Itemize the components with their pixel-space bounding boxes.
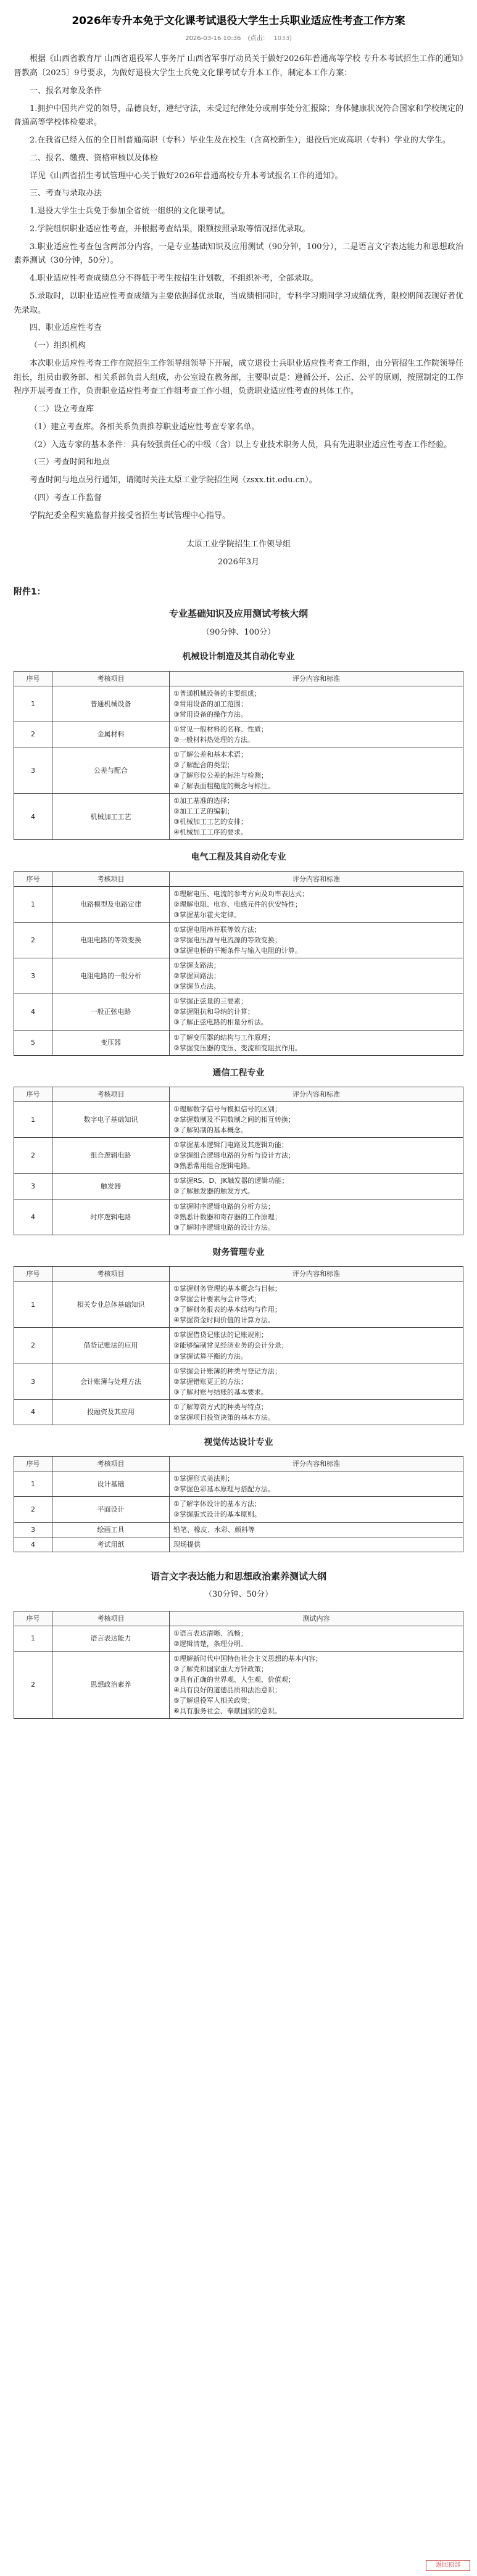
requirement-line: ②理解电阻、电容、电感元件的伏安特性； [173, 900, 302, 908]
row-requirements [170, 1522, 463, 1537]
requirement-line: ④机械加工工序的要求。 [173, 828, 247, 837]
paragraph: 5.录取时，以职业适应性考查成绩为主要依据择优录取，当成绩相同时，专科学习期间学习成绩优秀，限校期间表现好者优先录取。 [14, 291, 463, 315]
part2-section [14, 1611, 463, 1719]
requirement-line: ②掌握组合逻辑电路的分析与设计方法； [173, 1151, 295, 1160]
requirement-line: ①语言表达清晰、流畅； [173, 1629, 247, 1637]
row-requirements [170, 794, 463, 840]
table-row [14, 794, 463, 840]
requirement-line: ②了解党和国家重大方针政策； [173, 1665, 268, 1673]
column-header-req: 评分内容和标准 [170, 871, 463, 886]
requirement-line: ②掌握错账更正的方法； [173, 1377, 247, 1386]
paragraph: （二）设立考查库 [30, 405, 94, 414]
attachment-label: 附件1： [14, 586, 46, 597]
requirement-line: ②常用设备的加工范围； [173, 699, 247, 708]
row-requirements [170, 1399, 463, 1425]
row-number: 4 [14, 794, 52, 840]
requirement-line: ①掌握正弦量的三要素； [173, 997, 247, 1006]
table-header-row [14, 1087, 463, 1102]
requirement-line: ②能够编制常见经济业务的会计分录； [173, 1341, 288, 1350]
requirement-line: 铅笔、橡皮、水彩、颜料等 [173, 1525, 255, 1534]
requirement-line: ②了解配合的类型； [173, 761, 234, 770]
row-requirements [170, 1102, 463, 1138]
row-number: 1 [14, 1626, 52, 1651]
paragraph: 2.学院组织职业适应性考查，并根据考查结果，限额按照录取等情况择优录取。 [30, 224, 310, 234]
requirement-line: ①理解数字信号与模拟信号的区别； [173, 1105, 281, 1114]
paragraph: 四、职业适应性考查 [30, 323, 102, 333]
table-row [14, 1626, 463, 1651]
paragraph: （三）考查时间和地点 [30, 458, 110, 467]
requirement-line: ③掌握节点法。 [173, 982, 220, 991]
row-item: 机械加工工艺 [52, 794, 170, 840]
requirement-line: ①掌握时序逻辑电路的分析方法； [173, 1202, 275, 1211]
requirement-line: ①掌握借贷记账法的记账规则； [173, 1331, 268, 1339]
requirement-line: ①掌握财务管理的基本概念与目标； [173, 1285, 281, 1293]
table-row [14, 958, 463, 994]
requirement-line: ③掌握电桥的平衡条件与输入电阻的计算。 [173, 947, 302, 955]
requirement-line: ③了解对账与结账的基本要求。 [173, 1388, 268, 1396]
requirement-line: ③了解形位公差的标注与检测； [173, 772, 268, 780]
row-number: 5 [14, 1030, 52, 1055]
row-requirements [170, 1364, 463, 1399]
row-number: 4 [14, 1537, 52, 1552]
requirement-line: ③掌握基尔霍夫定律。 [173, 911, 241, 920]
column-header-req: 测试内容 [170, 1611, 463, 1626]
row-item: 触发器 [52, 1174, 170, 1199]
row-number: 4 [14, 1399, 52, 1425]
row-requirements [170, 686, 463, 722]
row-requirements [170, 1199, 463, 1235]
requirement-line: ①了解公差和基本术语； [173, 751, 247, 759]
paragraph: 详见《山西省招生考试管理中心关于做好2026年普通高校专升本考试报名工作的通知》。 [30, 171, 343, 181]
exam-table [14, 1611, 463, 1719]
row-requirements [170, 1030, 463, 1055]
requirement-line: ③常用设备的操作方法。 [173, 710, 247, 718]
row-item: 变压器 [52, 1030, 170, 1055]
paragraph: 1.退役大学生士兵免于参加全省统一组织的文化课考试。 [30, 207, 230, 216]
major-title: 财务管理专业 [212, 1247, 265, 1257]
row-requirements [170, 923, 463, 958]
paragraph: 二、报名、缴费、资格审核以及体检 [30, 153, 159, 163]
table-row [14, 1399, 463, 1425]
requirement-line: ③了解财务报表的基本结构与作用； [173, 1306, 281, 1314]
table-row [14, 1497, 463, 1522]
requirement-line: ③具有正确的世界观、人生观、价值观； [173, 1675, 295, 1684]
row-requirements [170, 747, 463, 794]
requirement-line: ②掌握项目投资决策的基本方法。 [173, 1413, 275, 1422]
requirement-line: ①普通机械设备的主要组成； [173, 689, 261, 697]
major-title: 机械设计制造及其自动化专业 [182, 652, 295, 662]
table-row [14, 722, 463, 747]
requirement-line: ③机械加工工艺的安排； [173, 818, 247, 826]
column-header-item: 考核项目 [52, 1087, 170, 1102]
requirement-line: ①了解变压器的结构与工作原理； [173, 1033, 275, 1042]
signature-org: 太原工业学院招生工作领导组 [186, 540, 291, 549]
column-header-num: 序号 [14, 1267, 52, 1282]
requirement-line: ③了解码制的基本概念。 [173, 1126, 247, 1135]
table-header-row [14, 671, 463, 686]
column-header-num: 序号 [14, 1611, 52, 1626]
table-row [14, 1030, 463, 1055]
row-requirements [170, 1138, 463, 1174]
row-item: 时序逻辑电路 [52, 1199, 170, 1235]
table-row [14, 1537, 463, 1552]
column-header-req: 评分内容和标准 [170, 1087, 463, 1102]
row-item: 一般正弦电路 [52, 994, 170, 1030]
row-requirements [170, 1626, 463, 1651]
table-row [14, 1174, 463, 1199]
row-item: 数字电子基础知识 [52, 1102, 170, 1138]
table-row [14, 747, 463, 794]
row-requirements [170, 722, 463, 747]
table-row [14, 1522, 463, 1537]
row-item: 考试用纸 [52, 1537, 170, 1552]
table-row [14, 1328, 463, 1364]
row-requirements [170, 958, 463, 994]
requirement-line: ②掌握数制及不同数制之间的相互转换； [173, 1116, 295, 1124]
row-item: 语言表达能力 [52, 1626, 170, 1651]
row-item: 电路模型及电路定律 [52, 886, 170, 922]
table-header-row [14, 1267, 463, 1282]
row-requirements [170, 886, 463, 922]
paragraph: 1.拥护中国共产党的领导，品德良好，遵纪守法，未受过纪律处分或刑事处分汇报除；身体健康状况符合国家和学校规定的普通高等学校体检要求。 [14, 104, 463, 128]
part2-subtitle: （30分钟、50分） [204, 1589, 273, 1599]
row-requirements [170, 1471, 463, 1497]
article-body [14, 52, 463, 523]
row-number: 3 [14, 1174, 52, 1199]
row-item: 公差与配合 [52, 747, 170, 794]
table-row [14, 1138, 463, 1174]
requirement-line: ①了解筹资方式的种类与特点； [173, 1402, 268, 1411]
requirement-line: ③熟悉常用组合逻辑电路。 [173, 1162, 254, 1171]
paragraph: 学院纪委全程实施监督并接受省招生考试管理中心指导。 [30, 511, 231, 521]
row-number: 2 [14, 1138, 52, 1174]
paragraph: （一）组织机构 [30, 341, 86, 350]
table-row [14, 1364, 463, 1399]
row-item: 组合逻辑电路 [52, 1138, 170, 1174]
paragraph: 三、考查与录取办法 [30, 189, 102, 199]
paragraph: 4.职业适应性考查成绩总分不得低于考生按招生计划数，不组织补考，全部录取。 [30, 274, 318, 283]
table-row [14, 1651, 463, 1718]
row-requirements [170, 1174, 463, 1199]
paragraph: 考查时间与地点另行通知，请随时关注太原工业学院招生网（zsxx.tit.edu.cn）。 [30, 475, 317, 485]
row-requirements [170, 994, 463, 1030]
paragraph: 根据《山西省教育厅 山西省退役军人事务厅 山西省军事厅动员关于做好2026年普通高等学校 专升本考试招生工作的通知》晋教高〔2025〕9号要求，为做好退役大学生士兵免文化课考试专升本工作，制定本工作方案： [14, 54, 463, 78]
row-number: 1 [14, 1471, 52, 1497]
row-number: 2 [14, 1497, 52, 1522]
row-number: 3 [14, 958, 52, 994]
requirement-line: ②逻辑清楚，条理分明。 [173, 1639, 247, 1648]
row-number: 3 [14, 1522, 52, 1537]
requirement-line: ①掌握形式美法则； [173, 1475, 234, 1483]
signature-date: 2026年3月 [217, 558, 260, 567]
attachment-subtitle: （90分钟、100分） [201, 627, 276, 637]
row-item: 绘画工具 [52, 1522, 170, 1537]
table-row [14, 923, 463, 958]
requirement-line: ①了解字体设计的基本方法； [173, 1500, 261, 1508]
column-header-num: 序号 [14, 1457, 52, 1471]
row-number: 2 [14, 1651, 52, 1718]
table-row [14, 1102, 463, 1138]
row-item: 电阻电路的一般分析 [52, 958, 170, 994]
requirement-line: 现场提供 [173, 1540, 201, 1549]
column-header-item: 考核项目 [52, 1457, 170, 1471]
row-number: 2 [14, 1328, 52, 1364]
requirement-line: ②掌握色彩基本原理与搭配方法。 [173, 1485, 275, 1494]
exam-table [14, 871, 463, 1056]
requirement-line: ①掌握RS、D、JK触发器的逻辑功能； [173, 1177, 289, 1185]
column-header-num: 序号 [14, 671, 52, 686]
column-header-req: 评分内容和标准 [170, 671, 463, 686]
view-count: 1033) [273, 35, 292, 42]
paragraph: 一、报名对象及条件 [30, 86, 102, 96]
requirement-line: ②掌握变压器的变压、变流和变阻抗作用。 [173, 1043, 302, 1052]
row-item: 设计基础 [52, 1471, 170, 1497]
article-title: 2026年专升本免于文化课考试退役大学生士兵职业适应性考查工作方案 [72, 15, 405, 27]
publish-date: 2026-03-16 10:36 [185, 35, 241, 42]
table-row [14, 1282, 463, 1328]
requirement-line: ②掌握版式设计的基本原则。 [173, 1510, 261, 1519]
row-item: 投融资及其应用 [52, 1399, 170, 1425]
column-header-num: 序号 [14, 871, 52, 886]
row-number: 2 [14, 722, 52, 747]
requirement-line: ①掌握基本逻辑门电路及其逻辑功能； [173, 1141, 288, 1150]
row-item: 会计账簿与处理方法 [52, 1364, 170, 1399]
requirement-line: ③了解正弦电路的相量分析法。 [173, 1018, 268, 1027]
requirement-line: ②掌握会计要素与会计等式； [173, 1295, 261, 1304]
table-row [14, 1199, 463, 1235]
table-header-row [14, 1611, 463, 1626]
requirement-line: ④具有良好的道德品质和法治意识； [173, 1685, 281, 1694]
column-header-req: 评分内容和标准 [170, 1457, 463, 1471]
table-row [14, 1471, 463, 1497]
paragraph: 3.职业适应性考查包含两部分内容，一是专业基础知识及应用测试（90分钟，100分），二是语言文字表达能力和思想政治素养测试（30分钟，50分）。 [14, 242, 463, 266]
view-count-label: (点击： [247, 35, 269, 42]
requirement-line: ⑤了解退役军人相关政策； [173, 1696, 254, 1705]
requirement-line: ①掌握会计账簿的种类与登记方法； [173, 1367, 281, 1375]
table-header-row [14, 1457, 463, 1471]
row-item: 借贷记账法的应用 [52, 1328, 170, 1364]
row-requirements [170, 1497, 463, 1522]
requirement-line: ①理解电压、电流的参考方向及功率表达式； [173, 889, 309, 898]
row-item: 思想政治素养 [52, 1651, 170, 1718]
exam-table [14, 671, 463, 841]
requirement-line: ①常见一般材料的名称、性质； [173, 725, 268, 733]
row-item: 电阻电路的等效变换 [52, 923, 170, 958]
row-number: 1 [14, 886, 52, 922]
requirement-line: ②熟悉计数器和寄存器的工作原理； [173, 1212, 281, 1221]
majors-section [14, 649, 463, 1552]
requirement-line: ⑥具有服务社会、奉献国家的意识。 [173, 1706, 281, 1715]
requirement-line: ②掌握电压源与电流源的等效变换； [173, 936, 281, 945]
exam-table [14, 1266, 463, 1425]
requirement-line: ③掌握试算平衡的方法。 [173, 1352, 247, 1360]
column-header-req: 评分内容和标准 [170, 1267, 463, 1282]
exam-table [14, 1456, 463, 1552]
major-title: 视觉传达设计专业 [204, 1437, 273, 1447]
row-number: 4 [14, 994, 52, 1030]
row-requirements [170, 1537, 463, 1552]
row-requirements [170, 1282, 463, 1328]
column-header-item: 考核项目 [52, 671, 170, 686]
major-title: 电气工程及其自动化专业 [191, 852, 286, 863]
exam-table [14, 1087, 463, 1235]
column-header-item: 考核项目 [52, 871, 170, 886]
table-row [14, 994, 463, 1030]
table-row [14, 686, 463, 722]
article-meta [14, 33, 463, 44]
row-requirements [170, 1328, 463, 1364]
requirement-line: ①加工基准的选择； [173, 797, 234, 805]
requirement-line: ③了解时序逻辑电路的设计方法。 [173, 1223, 275, 1232]
paragraph: （1）建立考查库。各相关系负责推荐职业适应性考查专家名单。 [30, 422, 260, 432]
row-number: 1 [14, 1282, 52, 1328]
requirement-line: ②了解触发器的触发方式。 [173, 1187, 254, 1196]
row-item: 金属材料 [52, 722, 170, 747]
requirement-line: ①掌握电阻串并联等效方法； [173, 926, 261, 934]
row-number: 1 [14, 686, 52, 722]
row-requirements [170, 1651, 463, 1718]
row-item: 平面设计 [52, 1497, 170, 1522]
row-number: 2 [14, 923, 52, 958]
column-header-item: 考核项目 [52, 1611, 170, 1626]
back-to-top-button[interactable]: 返回顶部 [426, 2560, 470, 2571]
row-item: 普通机械设备 [52, 686, 170, 722]
requirement-line: ①掌握支路法； [173, 961, 220, 970]
requirement-line: ④了解表面粗糙度的概念与标注。 [173, 782, 275, 791]
paragraph: （2）入选专家的基本条件：具有较强责任心的中级（含）以上专业技术职务人员，具有先进职业适应性考查工作经验。 [30, 440, 452, 450]
row-number: 3 [14, 747, 52, 794]
table-header-row [14, 871, 463, 886]
requirement-line: ②掌握阻抗和导纳的计算； [173, 1008, 254, 1016]
requirement-line: ②一般材料热处理的方法。 [173, 735, 254, 744]
column-header-num: 序号 [14, 1087, 52, 1102]
paragraph: 2.在我省已经入伍的全日制普通高职（专科）毕业生及在校生（含高校新生），退役后完成高职（专科）学业的大学生。 [30, 136, 450, 145]
requirement-line: ④掌握资金时间价值的计算方法。 [173, 1316, 275, 1325]
paragraph: 本次职业适应性考查工作在院招生工作领导组领导下开展，成立退役士兵职业适应性考查工作组，由分管招生工作院领导任组长，组员由教务部、相关系部负责人组成，办公室设在教务部，主要职责是：遵循公开、公正、公平的原则，按照制定的工作程序开展考查工作，负责职业适应性考查工作组考查工作小组，负责职业适应性考查的具体工作。 [14, 358, 463, 397]
row-item: 相关专业总体基础知识 [52, 1282, 170, 1328]
part2-title: 语言文字表达能力和思想政治素养测试大纲 [150, 1570, 326, 1582]
requirement-line: ②掌握回路法； [173, 972, 220, 981]
row-number: 1 [14, 1102, 52, 1138]
requirement-line: ②加工工艺的编制； [173, 807, 234, 816]
major-title: 通信工程专业 [212, 1068, 265, 1078]
table-row [14, 886, 463, 922]
row-number: 3 [14, 1364, 52, 1399]
attachment-title: 专业基础知识及应用测试考核大纲 [168, 608, 308, 620]
paragraph: （四）考查工作监督 [30, 493, 102, 503]
row-number: 4 [14, 1199, 52, 1235]
requirement-line: ①理解新时代中国特色社会主义思想的基本内容； [173, 1654, 322, 1663]
column-header-item: 考核项目 [52, 1267, 170, 1282]
